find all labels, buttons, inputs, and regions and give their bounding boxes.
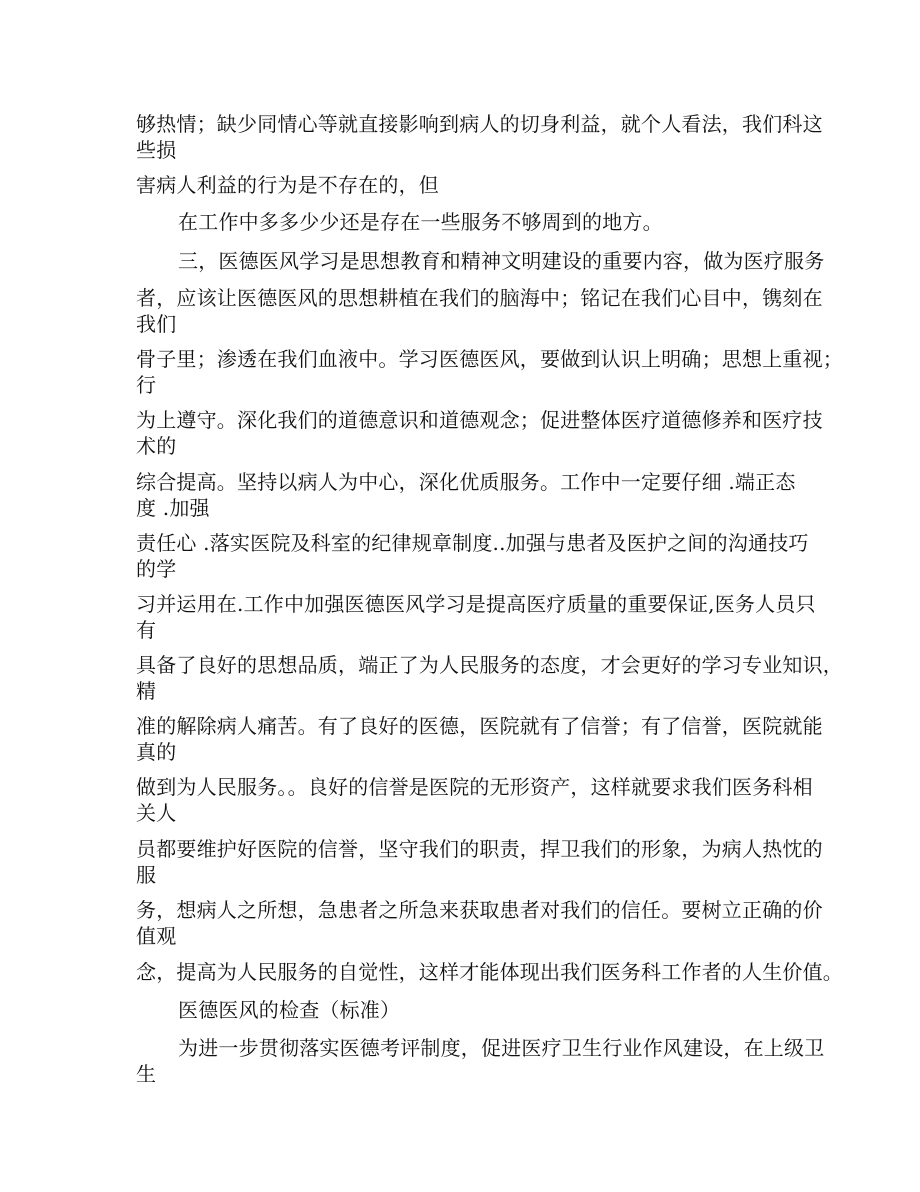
text-line: 责任心 .落实医院及科室的纪律规章制度..加强与患者及医护之间的沟通技巧: [136, 531, 809, 555]
text-line: 的学: [136, 557, 177, 581]
text-line: 三，医德医风学习是思想教育和精神文明建设的重要内容，做为医疗服务: [178, 249, 825, 273]
text-line: 准的解除病人痛苦。有了良好的医德，医院就有了信誉；有了信誉，医院就能: [136, 714, 823, 738]
text-line: 害病人利益的行为是不存在的，但: [136, 173, 439, 197]
text-line: 综合提高。坚持以病人为中心，深化优质服务。工作中一定要仔细 .端正态: [136, 470, 796, 494]
text-line: 为进一步贯彻落实医德考评制度，促进医疗卫生行业作风建设，在上级卫: [178, 1036, 825, 1060]
text-line: 在工作中多多少少还是存在一些服务不够周到的地方。: [178, 210, 663, 234]
text-line: 度 .加强: [136, 496, 210, 520]
text-line: 做到为人民服务。。良好的信誉是医院的无形资产，这样就要求我们医务科相: [136, 775, 813, 799]
text-line: 者，应该让医德医风的思想耕植在我们的脑海中；铭记在我们心目中，镌刻在: [136, 286, 823, 310]
text-line: 生: [136, 1062, 157, 1086]
text-line: 些损: [136, 138, 177, 162]
text-line: 值观: [136, 924, 177, 948]
text-line: 关人: [136, 801, 177, 825]
text-line: 真的: [136, 740, 177, 764]
text-line: 务，想病人之所想，急患者之所急来获取患者对我们的信任。要树立正确的价: [136, 898, 823, 922]
text-line: 精: [136, 679, 157, 703]
text-line: 术的: [136, 434, 177, 458]
text-line: 念，提高为人民服务的自觉性，这样才能体现出我们医务科工作者的人生价值。: [136, 960, 843, 984]
text-line: 骨子里；渗透在我们血液中。学习医德医风，要做到认识上明确；思想上重视；: [136, 347, 843, 371]
text-line: 有: [136, 618, 157, 642]
text-line: 服: [136, 863, 157, 887]
section-heading: 医德医风的检查（标准）: [178, 998, 401, 1022]
text-line: 员都要维护好医院的信誉，坚守我们的职责，捍卫我们的形象，为病人热忱的: [136, 837, 823, 861]
text-line: 习并运用在.工作中加强医德医风学习是提高医疗质量的重要保证,医务人员只: [136, 592, 816, 616]
text-line: 具备了良好的思想品质，端正了为人民服务的态度，才会更好的学习专业知识，: [136, 653, 843, 677]
text-line: 行: [136, 373, 157, 397]
text-line: 为上遵守。深化我们的道德意识和道德观念；促进整体医疗道德修养和医疗技: [136, 408, 823, 432]
text-line: 我们: [136, 312, 177, 336]
text-line: 够热情；缺少同情心等就直接影响到病人的切身利益，就个人看法，我们科这: [136, 112, 823, 136]
